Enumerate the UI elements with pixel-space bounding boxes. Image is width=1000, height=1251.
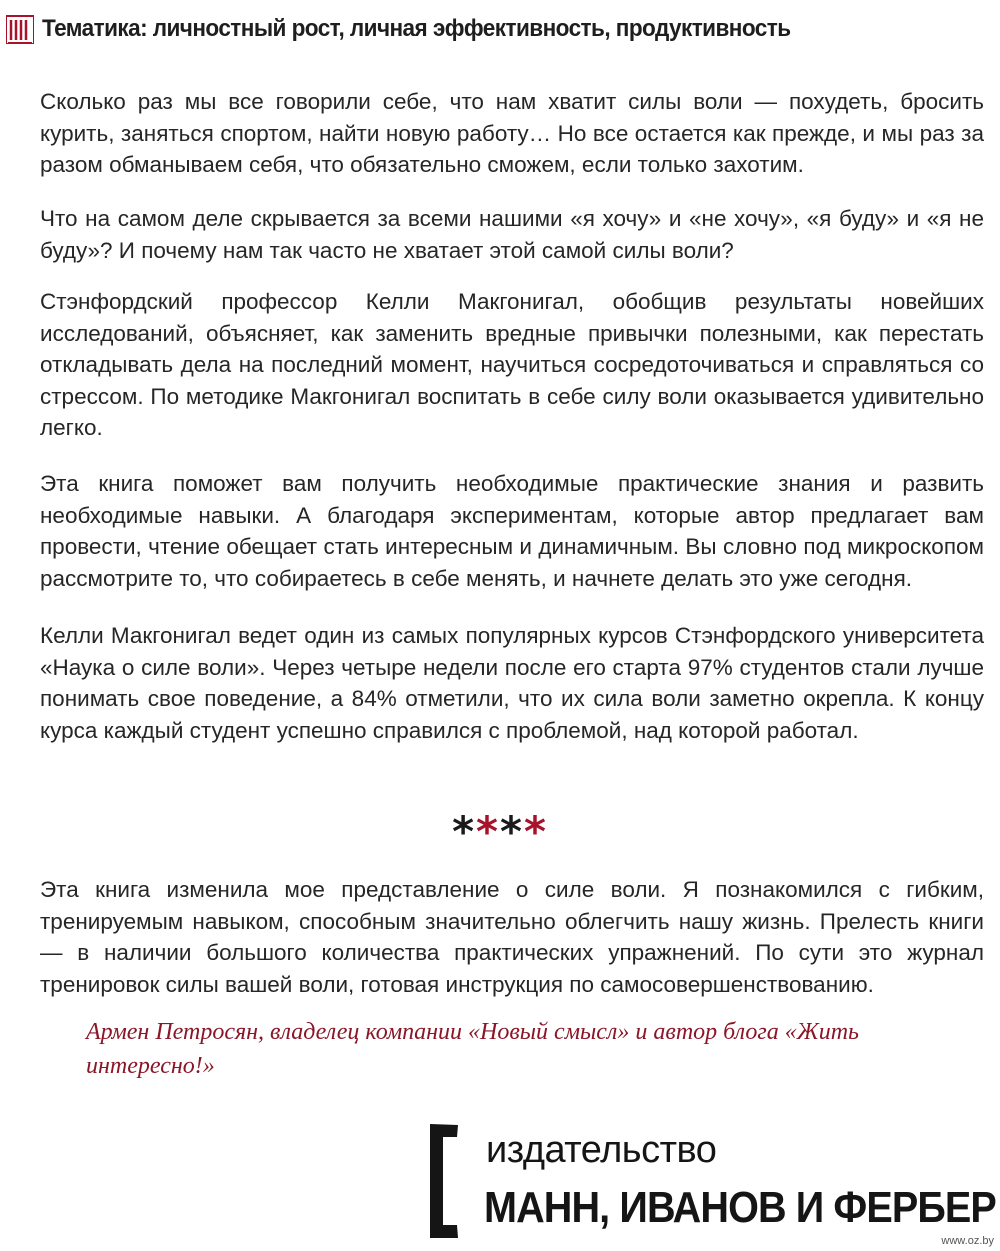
description-paragraph-2: Что на самом деле скрывается за всеми нашими «я хочу» и «не хочу», «я буду» и «я не буду»? И почему нам так часто не хватает этой самой силы воли? [40, 206, 984, 263]
star-icon: * [500, 807, 524, 856]
bracket-icon [426, 1122, 462, 1240]
review-quote: Эта книга изменила мое представление о силе воли. Я познакомился с гибким, тренируемым навыком, способным значительно облегчить нашу жизнь. Прелесть книги — в наличии большого количества практических упражнений. По сути это журнал тренировок силы вашей воли, готовая инструкция по самосовершенствованию. [40, 877, 984, 997]
star-icon: * [523, 807, 548, 856]
topic-title: Тематика: личностный рост, личная эффективность, продуктивность [42, 15, 791, 42]
watermark: www.oz.by [941, 1235, 994, 1247]
description-paragraph-5: Келли Макгонигал ведет один из самых популярных курсов Стэнфордского университета «Наука о силе воли». Через четыре недели после его старта 97% студентов стали лучше понимать свое поведение, а 84% отметили, что их сила воли заметно окрепла. К концу курса каждый студент успешно справился с проблемой, над которой работал. [40, 623, 984, 743]
description-paragraph-1: Сколько раз мы все говорили себе, что нам хватит силы воли — похудеть, бросить курить, заняться спортом, найти новую работу… Но все остается как прежде, и мы раз за разом обманываем себя, что обязательно сможем, если только захотим. [40, 89, 984, 178]
publisher-label: издательство [486, 1129, 717, 1171]
star-icon: * [476, 807, 500, 856]
topic-header [6, 14, 838, 44]
publisher-logo [426, 1118, 996, 1243]
books-icon [6, 14, 34, 44]
description-paragraph-3: Стэнфордский профессор Келли Макгонигал, обобщив результаты новейших исследований, объясняет, как заменить вредные привычки полезными, как перестать откладывать дела на последний момент, научиться сосредоточиваться и справляться со стрессом. По методике Макгонигал воспитать в себе силу воли оказывается удивительно легко. [40, 289, 984, 441]
star-divider [0, 808, 1000, 856]
publisher-name: МАНН, ИВАНОВ И ФЕРБЕР [484, 1183, 996, 1232]
description-paragraph-4: Эта книга поможет вам получить необходимые практические знания и развить необходимые навыки. А благодаря экспериментам, которые автор предлагает вам провести, чтение обещает стать интересным и динамичным. Вы словно под микроскопом рассмотрите то, что собираетесь в себе менять, и начнете делать это уже сегодня. [40, 471, 984, 591]
star-icon: * [452, 807, 477, 856]
review-author: Армен Петросян, владелец компании «Новый смысл» и автор блога «Жить интересно!» [86, 1019, 859, 1079]
